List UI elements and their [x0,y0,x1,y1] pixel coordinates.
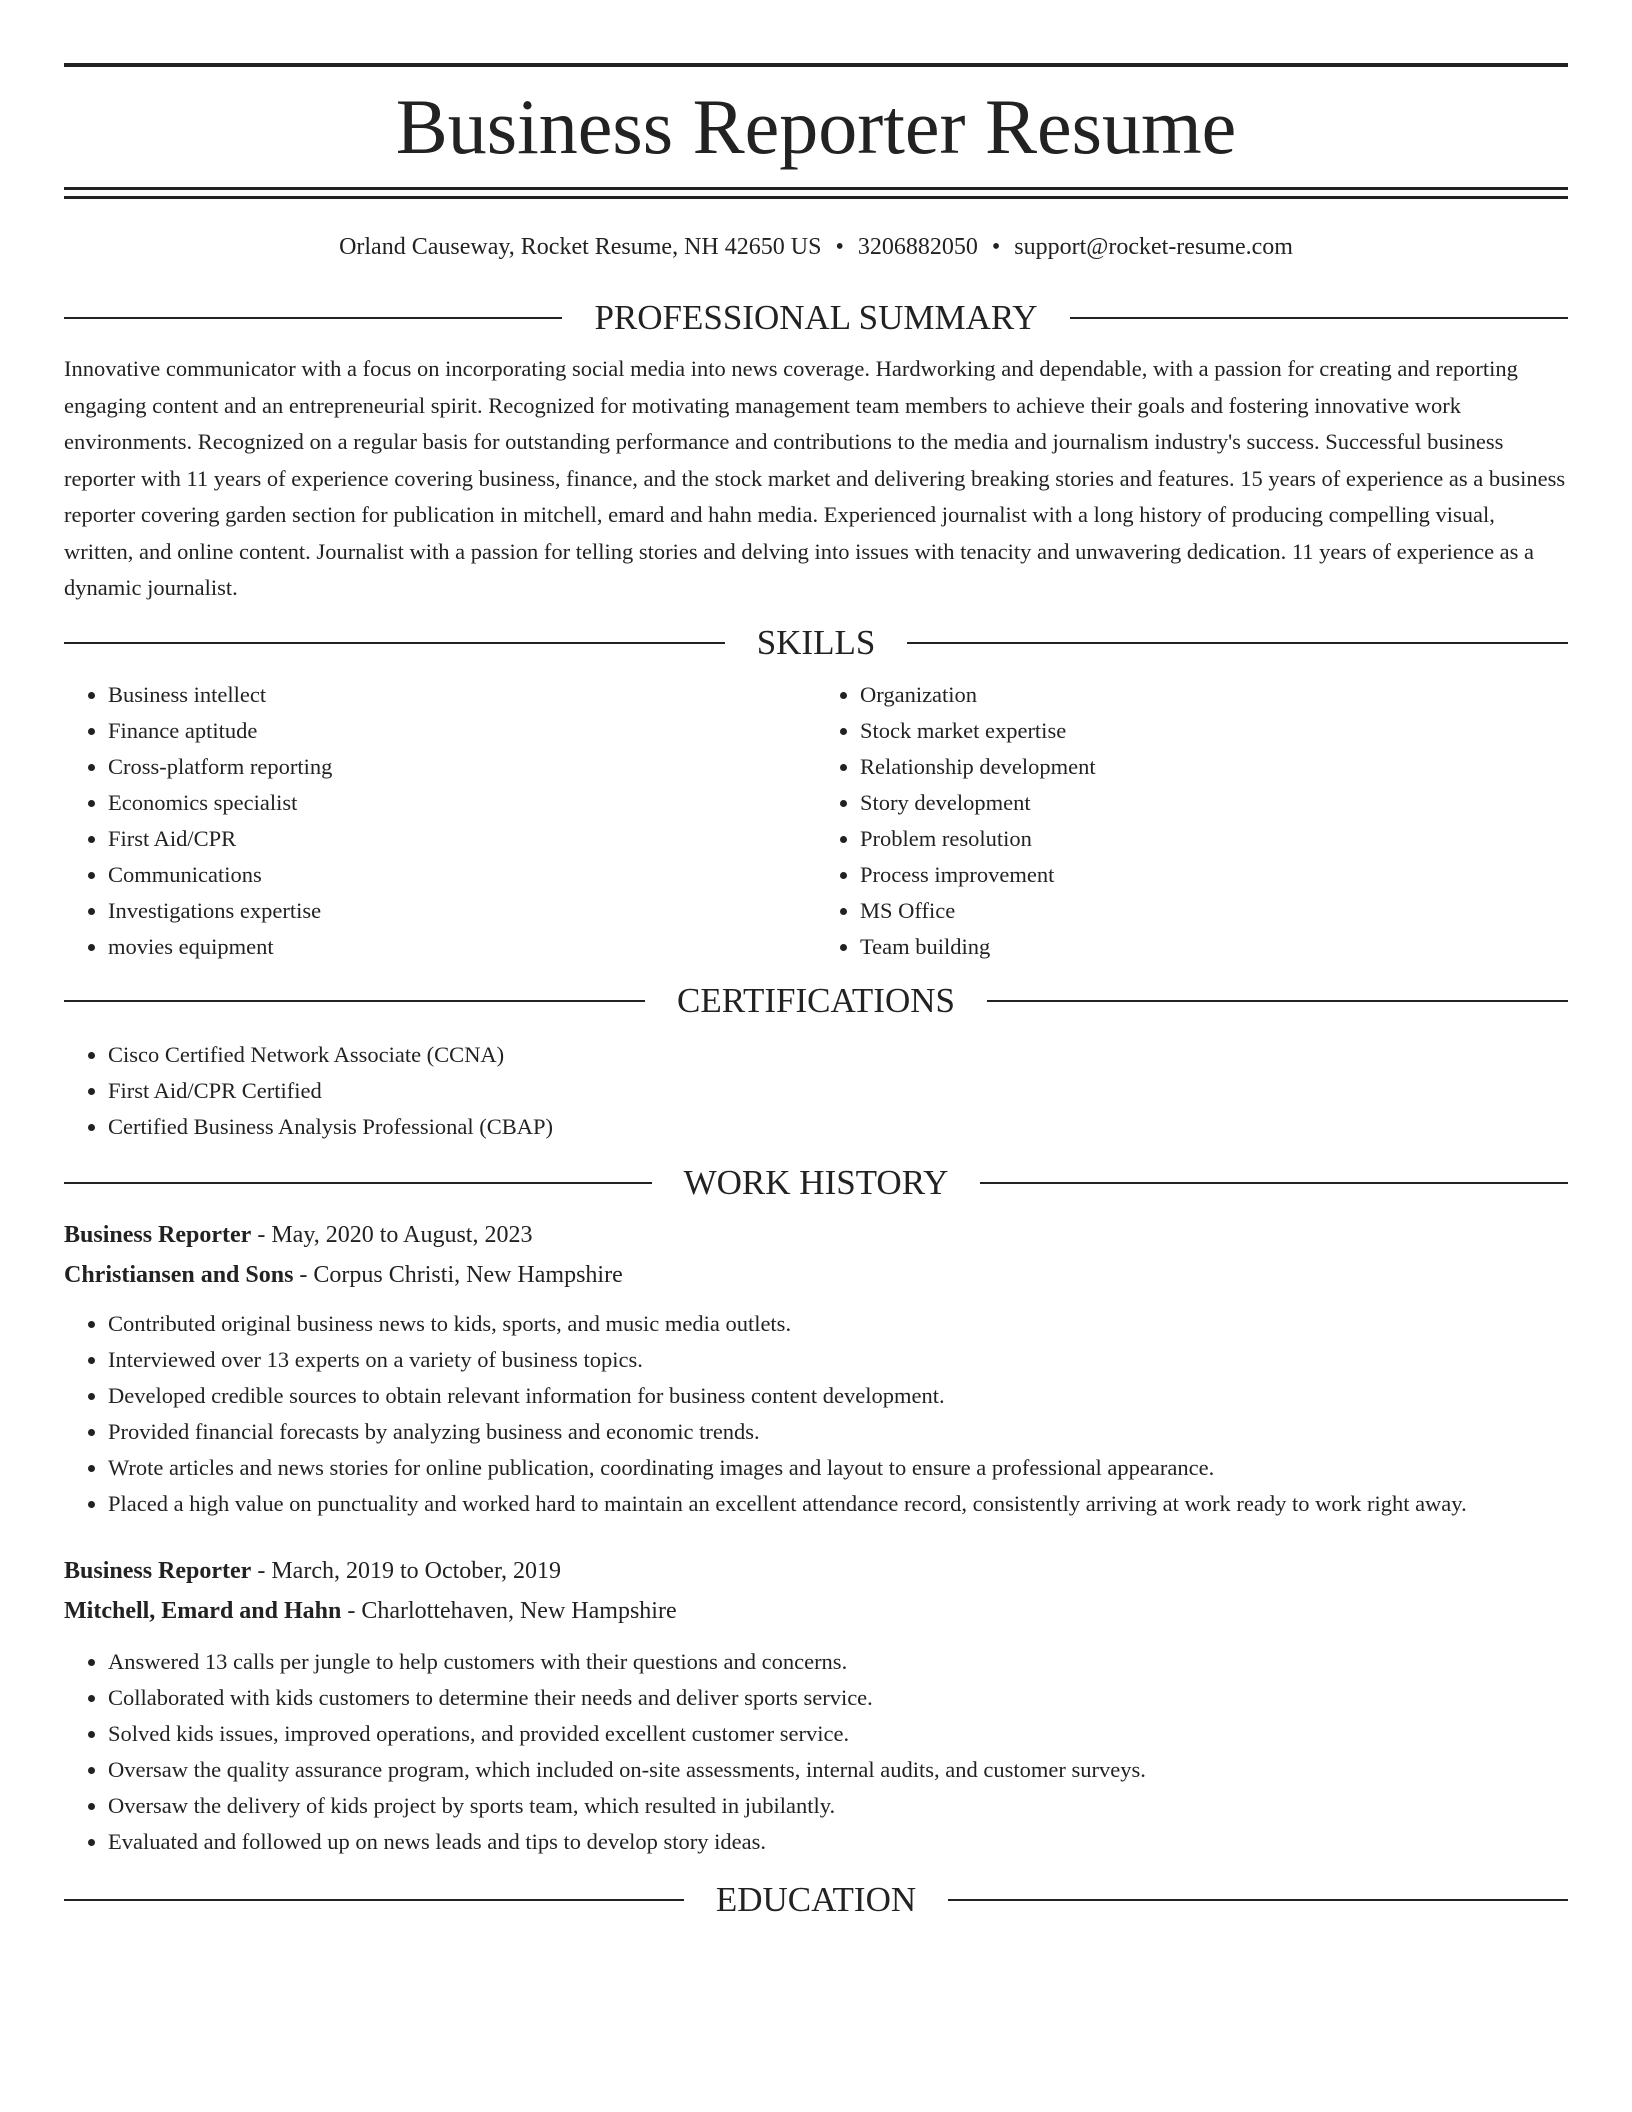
section-rule [64,317,562,319]
skill-item: • Finance aptitude [108,713,816,749]
education-section-title: EDUCATION [715,1879,917,1919]
title-double-rule [64,187,1568,199]
job-title-line [64,1215,1568,1255]
certifications-section-header [64,979,1568,1023]
resume-title: Business Reporter Resume [395,83,1237,170]
job-bullet: • Placed a high value on punctuality and worked hard to maintain an excellent attendance record, consistently arriving at work ready to work right away. [108,1486,1568,1522]
summary-section-title: PROFESSIONAL SUMMARY [594,298,1038,337]
top-rule [64,63,1568,67]
job-title: Business Reporter [64,1557,252,1584]
job-bullet: • Oversaw the delivery of kids project by sports team, which resulted in jubilantly. [108,1788,1568,1824]
certifications-list [64,1037,1568,1145]
job-bullet: • Provided financial forecasts by analyzing business and economic trends. [108,1414,1568,1450]
job-bullets [64,1644,1568,1860]
job-company-line [64,1591,1568,1631]
contact-phone: 3206882050 [857,234,978,260]
contact-line [64,232,1568,262]
contact-separator: • [835,234,844,260]
job-bullet: • Contributed original business news to kids, sports, and music media outlets. [108,1306,1568,1342]
job-bullet: • Collaborated with kids customers to determine their needs and deliver sports service. [108,1680,1568,1716]
skills-list [64,677,1568,965]
skill-item: • movies equipment [108,929,816,965]
job-company: Mitchell, Emard and Hahn [64,1597,342,1624]
skill-item: • Story development [860,785,1568,821]
job-title: Business Reporter [64,1221,252,1248]
section-rule [980,1182,1568,1184]
job-entry [64,1215,1568,1522]
section-rule [948,1899,1568,1901]
section-rule [64,1000,645,1002]
skill-item: • Business intellect [108,677,816,713]
work-history-section-header [64,1161,1568,1205]
dash: - [251,1221,272,1248]
section-rule [987,1000,1568,1002]
dash: - [293,1261,314,1288]
summary-text: Innovative communicator with a focus on incorporating social media into news coverage. Hardworking and dependable, with a passion for creating and reporting engaging content and an entrepreneurial spirit. Recognized for motivating management team members to achieve their goals and fostering innovative work environments. Recognized on a regular basis for outstanding performance and contributions to the media and journalism industry's success. Successful business reporter with 11 years of experience covering business, finance, and the stock market and delivering breaking stories and features. 15 years of experience as a business reporter covering garden section for publication in mitchell, emard and hahn media. Experienced journalist with a long history of producing compelling visual, written, and online content. Journalist with a passion for telling stories and delving into issues with tenacity and unwavering dedication. 11 years of experience as a dynamic journalist. [64,356,1566,600]
skill-item: • Process improvement [860,857,1568,893]
section-rule [64,1899,684,1901]
job-bullet: • Solved kids issues, improved operations, and provided excellent customer service. [108,1716,1568,1752]
job-bullet: • Developed credible sources to obtain relevant information for business content development. [108,1378,1568,1414]
skills-column-left [64,677,816,965]
job-location: Corpus Christi, New Hampshire [313,1261,623,1288]
skill-item: • Investigations expertise [108,893,816,929]
job-entry [64,1551,1568,1860]
section-rule [64,642,725,644]
section-rule [64,1182,652,1184]
skill-item: • Stock market expertise [860,713,1568,749]
job-bullet: • Oversaw the quality assurance program, which included on-site assessments, internal audits, and customer surveys. [108,1752,1568,1788]
job-bullet: • Interviewed over 13 experts on a variety of business topics. [108,1342,1568,1378]
certification-item: • Certified Business Analysis Professional (CBAP) [108,1109,1568,1145]
dash: - [341,1597,362,1624]
skill-item: • Organization [860,677,1568,713]
job-company: Christiansen and Sons [64,1261,294,1288]
skill-item: • Relationship development [860,749,1568,785]
job-dates: May, 2020 to August, 2023 [271,1221,533,1248]
skills-section-title: SKILLS [756,622,876,662]
job-location: Charlottehaven, New Hampshire [361,1597,677,1624]
skills-column-right [816,677,1568,965]
education-section-header [64,1878,1568,1922]
skill-item: • Communications [108,857,816,893]
job-dates: March, 2019 to October, 2019 [271,1557,561,1584]
dash: - [251,1557,272,1584]
skill-item: • Cross-platform reporting [108,749,816,785]
skills-section-header [64,621,1568,665]
job-bullet: • Answered 13 calls per jungle to help customers with their questions and concerns. [108,1644,1568,1680]
skill-item: • Problem resolution [860,821,1568,857]
section-rule [1070,317,1568,319]
job-bullet: • Evaluated and followed up on news leads and tips to develop story ideas. [108,1824,1568,1860]
contact-email: support@rocket-resume.com [1014,234,1293,260]
certifications-section-title: CERTIFICATIONS [677,980,955,1020]
skill-item: • Team building [860,929,1568,965]
contact-address: Orland Causeway, Rocket Resume, NH 42650 US [339,234,822,260]
certification-item: • First Aid/CPR Certified [108,1073,1568,1109]
section-rule [907,642,1568,644]
skill-item: • First Aid/CPR [108,821,816,857]
job-bullet: • Wrote articles and news stories for online publication, coordinating images and layout to ensure a professional appearance. [108,1450,1568,1486]
job-title-line [64,1551,1568,1591]
contact-separator: • [991,234,1001,260]
skill-item: • Economics specialist [108,785,816,821]
certification-item: • Cisco Certified Network Associate (CCNA) [108,1037,1568,1073]
job-bullets [64,1306,1568,1522]
summary-section-header [64,296,1568,340]
skill-item: • MS Office [860,893,1568,929]
job-company-line [64,1255,1568,1295]
work-history-section-title: WORK HISTORY [683,1162,949,1202]
